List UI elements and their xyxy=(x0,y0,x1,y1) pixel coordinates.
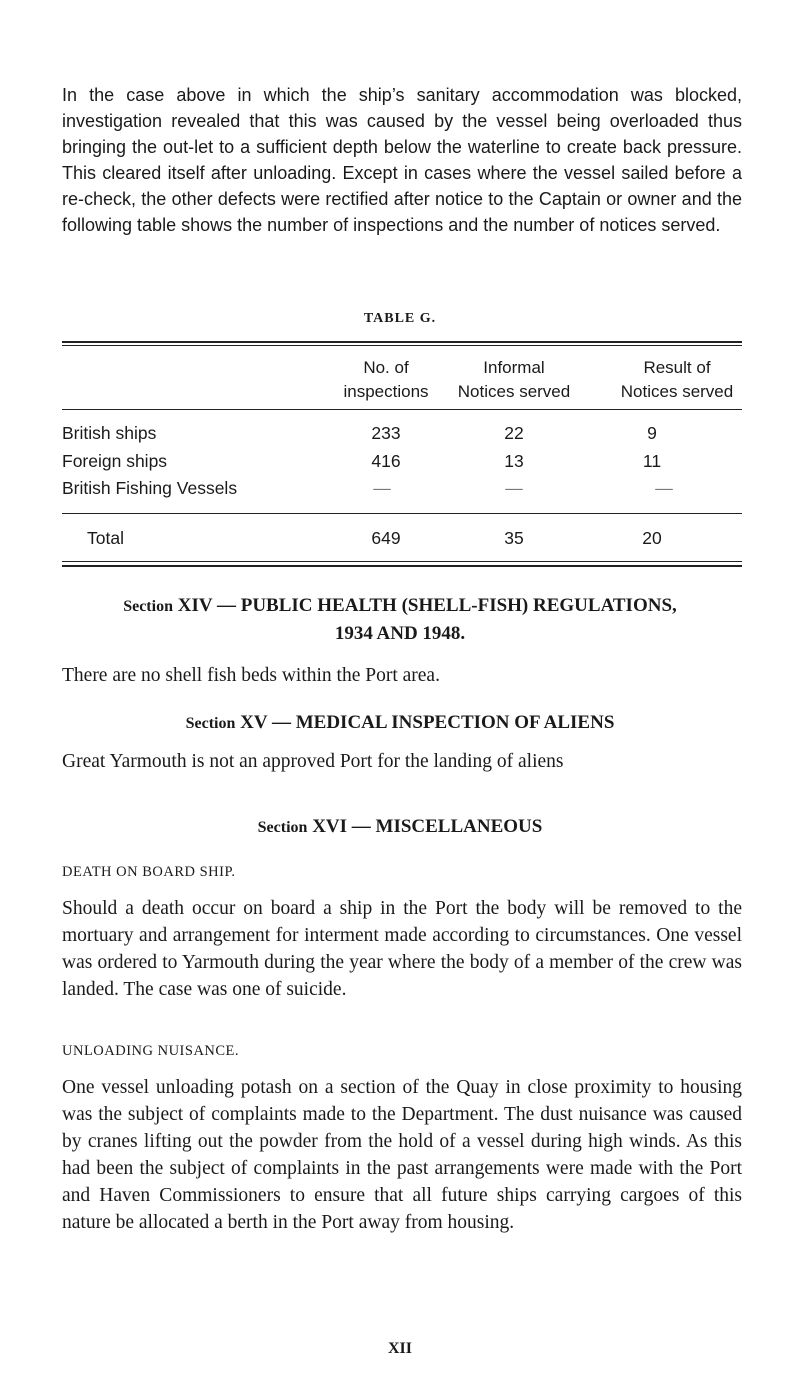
cell-foreign-result: 11 xyxy=(642,451,662,471)
section-14-title-line2: 1934 AND 1948. xyxy=(334,623,466,644)
section-16-heading xyxy=(0,813,800,842)
table-bottom-rule xyxy=(62,565,742,567)
section-16-label: Section xyxy=(257,819,308,836)
header-result-line2: Notices served xyxy=(620,382,734,401)
cell-fishing-result: — xyxy=(655,478,673,498)
header-inspections xyxy=(326,356,446,404)
header-informal-line1: Informal xyxy=(483,358,545,377)
header-inspections-line1: No. of xyxy=(363,358,409,377)
subsection-death-title: DEATH ON BOARD SHIP. xyxy=(62,864,236,880)
cell-british-result: 9 xyxy=(647,423,657,443)
header-informal-line2: Notices served xyxy=(457,382,571,401)
table-top-rule xyxy=(62,341,742,343)
row-label-british-ships: British ships xyxy=(62,423,157,443)
table-total-rule xyxy=(62,513,742,514)
cell-foreign-informal: 13 xyxy=(504,451,524,471)
header-result-line1: Result of xyxy=(643,358,711,377)
section-15-label: Section xyxy=(185,715,236,732)
row-label-foreign-ships: Foreign ships xyxy=(62,451,168,471)
table-header-rule xyxy=(62,409,742,410)
subsection-unloading-body: One vessel unloading potash on a section of the Quay in close proximity to housing was the subject of complaints made to the Department. The dust nuisance was caused by cranes lifting out the powder from the hold of a vessel during high winds. As this had been the subject of complaints in the past arrangements were made with the Port and Haven Commissioners to ensure that all future ships carrying cargoes of this nature be allocated a berth in the Port away from housing. xyxy=(62,1077,742,1233)
section-14-title: XIV — PUBLIC HEALTH (SHELL-FISH) REGULATIONS, xyxy=(177,595,677,616)
subsection-death-body: Should a death occur on board a ship in the Port the body will be removed to the mortuary and arrangement for interment made according to circumstances. One vessel was ordered to Yarmouth during the year where the body of a member of the crew was landed. The case was one of suicide. xyxy=(62,898,742,1000)
row-label-total: Total xyxy=(87,528,124,548)
cell-foreign-inspections: 416 xyxy=(371,451,401,471)
section-16-title: XVI — MISCELLANEOUS xyxy=(312,816,543,837)
section-14-label: Section xyxy=(123,598,173,615)
cell-fishing-informal: — xyxy=(505,478,523,498)
table-top-rule-inner xyxy=(62,345,742,346)
table-title: TABLE G. xyxy=(363,311,437,326)
section-14-body: There are no shell fish beds within the Port area. xyxy=(62,665,440,686)
section-14-heading xyxy=(0,592,800,621)
header-inspections-line2: inspections xyxy=(343,382,429,401)
row-label-fishing-vessels: British Fishing Vessels xyxy=(62,478,238,498)
section-15-body: Great Yarmouth is not an approved Port for the landing of aliens xyxy=(62,751,564,772)
cell-british-informal: 22 xyxy=(504,423,524,443)
subsection-unloading-title: UNLOADING NUISANCE. xyxy=(62,1043,240,1059)
table-bottom-rule-inner xyxy=(62,561,742,562)
header-result xyxy=(592,356,762,404)
section-15-title: XV — MEDICAL INSPECTION OF ALIENS xyxy=(240,712,615,733)
cell-british-inspections: 233 xyxy=(371,423,401,443)
section-15-heading xyxy=(0,709,800,738)
cell-total-result: 20 xyxy=(642,528,662,548)
header-informal xyxy=(434,356,594,404)
intro-paragraph: In the case above in which the ship’s sanitary accommodation was blocked, investigation revealed that this was caused by the vessel being overloaded thus bringing the out-let to a sufficient depth below the waterline to create back pressure. This cleared itself after unloading. Except in cases where the vessel sailed before a re-check, the other defects were rectified after notice to the Captain or owner and the following table shows the number of inspections and the number of notices served. xyxy=(62,85,742,235)
cell-total-inspections: 649 xyxy=(371,528,401,548)
cell-fishing-inspections: — xyxy=(373,478,391,498)
page-number: XII xyxy=(387,1340,412,1357)
cell-total-informal: 35 xyxy=(504,528,524,548)
